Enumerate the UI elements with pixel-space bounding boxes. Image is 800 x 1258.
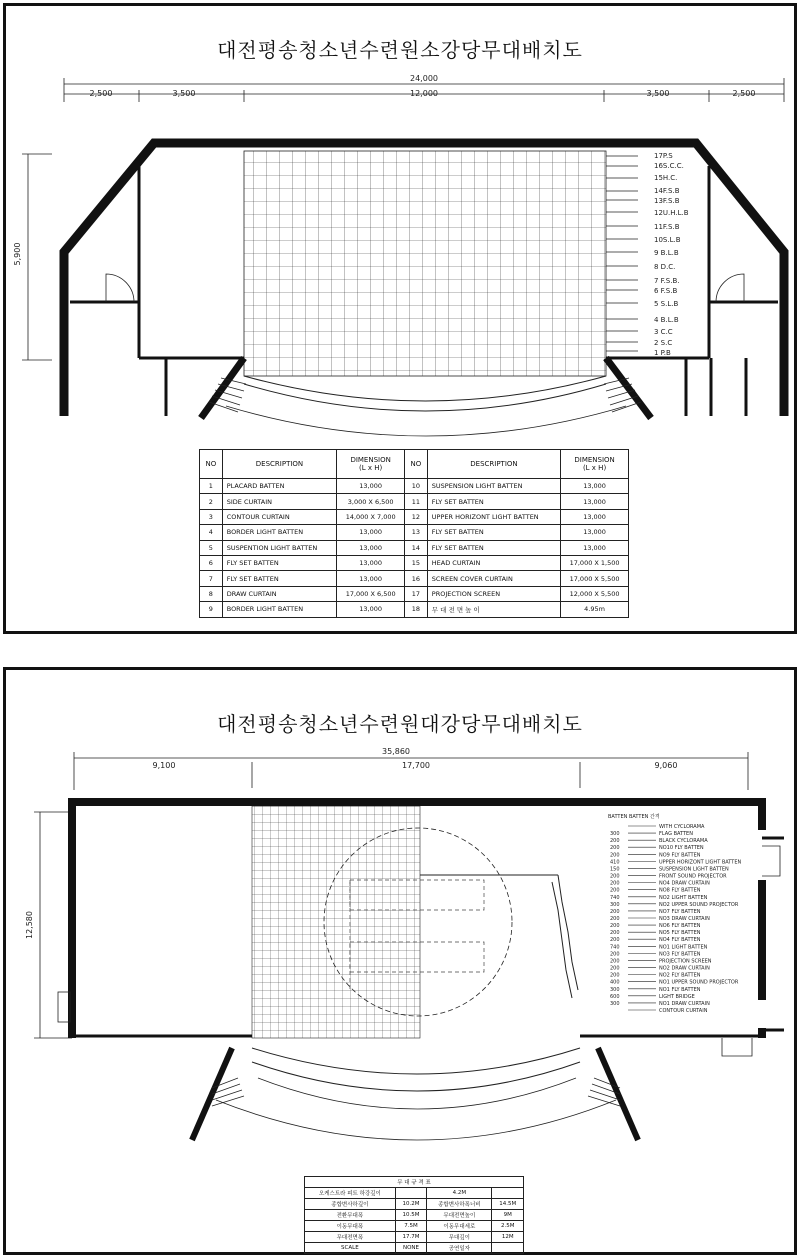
batten-label: 14F.S.B <box>654 187 680 195</box>
batten-name: NO6 FLY BATTEN <box>659 923 701 930</box>
stage-grid <box>252 806 420 1038</box>
batten-name: SUSPENSION LIGHT BATTEN <box>659 866 729 873</box>
dim-center: 12,000 <box>410 89 438 98</box>
batten-gap: 200 <box>610 880 620 887</box>
col-no: NO <box>200 450 223 479</box>
dim-right: 9,060 <box>654 761 678 770</box>
batten-name: WITH CYCLORAMA <box>659 824 705 830</box>
batten-gap: 200 <box>610 873 620 880</box>
drawing-title: 대전평송청소년수련원대강당무대배치도 <box>217 712 583 736</box>
stage-apron <box>226 376 626 436</box>
batten-labels <box>654 152 689 357</box>
col-description: DESCRIPTION <box>222 450 337 479</box>
batten-gap: 300 <box>610 831 620 838</box>
batten-name: NO5 FLY BATTEN <box>659 930 701 937</box>
table-row: 전환무대폭 10.5M 무대전면높이 9M <box>305 1210 524 1221</box>
stage-apron <box>216 1048 616 1140</box>
batten-name: NO1 DRAW CURTAIN <box>659 1000 710 1007</box>
batten-name: NO4 FLY BATTEN <box>659 937 701 944</box>
dim-center: 17,700 <box>402 761 430 770</box>
table-row: 1 PLACARD BATTEN 13,000 10 SUSPENSION LIGHT BATTEN 13,000 <box>200 479 629 494</box>
table-row: 종합변사하깊이 10.2M 종합변사하폭너비 14.5M <box>305 1199 524 1210</box>
dim-left-outer: 2,500 <box>89 89 113 98</box>
batten-label: 1 P.B <box>654 349 671 357</box>
batten-gap: 300 <box>610 1000 620 1007</box>
spec-title: 무 대 규 격 표 <box>305 1177 524 1188</box>
batten-gap: 200 <box>610 852 620 859</box>
stage-spec-table <box>304 1176 524 1254</box>
table-row: SCALE NONE 공연일자 <box>305 1243 524 1254</box>
batten-gap: 200 <box>610 951 620 958</box>
batten-name: NO3 FLY BATTEN <box>659 951 701 958</box>
batten-name: NO2 LIGHT BATTEN <box>659 894 708 901</box>
batten-gap: 740 <box>610 944 620 951</box>
batten-label: 9 B.L.B <box>654 249 679 257</box>
table-row: 무대전면폭 17.7M 무대깊이 12M <box>305 1232 524 1243</box>
batten-name: NO8 FLY BATTEN <box>659 887 701 894</box>
batten-label: 6 F.S.B <box>654 287 678 295</box>
batten-label: 10S.L.B <box>654 236 681 244</box>
side-stairs <box>212 1078 620 1106</box>
stage-grid <box>244 151 606 376</box>
batten-label: 8 D.C. <box>654 263 676 271</box>
batten-gap: 200 <box>610 972 620 979</box>
col-description: DESCRIPTION <box>427 450 560 479</box>
batten-name: BLACK CYCLORAMA <box>659 838 708 845</box>
table-row: 5 SUSPENTION LIGHT BATTEN 13,000 14 FLY SET BATTEN 13,000 <box>200 540 629 555</box>
dim-right-outer: 2,500 <box>732 89 756 98</box>
batten-gap: 200 <box>610 923 620 930</box>
batten-gap: 200 <box>610 845 620 852</box>
batten-label: 2 S.C <box>654 339 673 347</box>
batten-name: NO1 LIGHT BATTEN <box>659 944 708 951</box>
batten-name: NO10 FLY BATTEN <box>659 845 704 852</box>
table-row: 3 CONTOUR CURTAIN 14,000 X 7,000 12 UPPER HORIZONT LIGHT BATTEN 13,000 <box>200 509 629 524</box>
batten-label: 3 C.C <box>654 328 673 336</box>
col-dimension: DIMENSION (L x H) <box>337 450 405 479</box>
small-hall-stage-drawing <box>3 3 797 634</box>
drawing-title: 대전평송청소년수련원소강당무대배치도 <box>217 38 583 62</box>
batten-gap: 410 <box>610 859 620 866</box>
batten-header: BATTEN BATTEN 간격 <box>608 814 660 820</box>
dim-left: 9,100 <box>152 761 176 770</box>
batten-name: UPPER HORIZONT LIGHT BATTEN <box>659 859 742 866</box>
batten-name: NO7 FLY BATTEN <box>659 908 701 915</box>
dim-height: 5,900 <box>13 242 22 266</box>
batten-gap: 200 <box>610 887 620 894</box>
batten-gap: 600 <box>610 993 620 1000</box>
batten-name: NO9 FLY BATTEN <box>659 852 701 859</box>
batten-label: 4 B.L.B <box>654 316 679 324</box>
col-dimension: DIMENSION (L x H) <box>561 450 629 479</box>
main-hall-plan <box>6 670 794 1252</box>
batten-gap: 200 <box>610 930 620 937</box>
batten-label: 13F.S.B <box>654 197 680 205</box>
batten-gap: 200 <box>610 958 620 965</box>
batten-label: 12U.H.L.B <box>654 209 689 217</box>
batten-name: NO2 FLY BATTEN <box>659 972 701 979</box>
table-row: 2 SIDE CURTAIN 3,000 X 6,500 11 FLY SET BATTEN 13,000 <box>200 494 629 509</box>
table-row: 6 FLY SET BATTEN 13,000 15 HEAD CURTAIN 17,000 X 1,500 <box>200 555 629 570</box>
table-row: 9 BORDER LIGHT BATTEN 13,000 18 무 대 전 면 높 이 4.95m <box>200 602 629 617</box>
batten-name: NO2 UPPER SOUND PROJECTOR <box>659 901 739 908</box>
dim-right-inner: 3,500 <box>646 89 670 98</box>
batten-label: 11F.S.B <box>654 223 680 231</box>
batten-label: 16S.C.C. <box>654 162 684 170</box>
batten-gap: 300 <box>610 901 620 908</box>
dim-left-inner: 3,500 <box>172 89 196 98</box>
col-no: NO <box>405 450 428 479</box>
proscenium-walls <box>192 1048 638 1140</box>
batten-name: FRONT SOUND PROJECTOR <box>659 873 727 880</box>
table-row: 4 BORDER LIGHT BATTEN 13,000 13 FLY SET BATTEN 13,000 <box>200 525 629 540</box>
batten-gap: 300 <box>610 986 620 993</box>
batten-name: FLAG BATTEN <box>659 831 693 838</box>
batten-gap: 150 <box>610 866 620 873</box>
dim-total: 24,000 <box>410 74 438 83</box>
batten-ticks <box>606 156 638 351</box>
table-row: 이동무대폭 7.5M 이동무대세로 2.5M <box>305 1221 524 1232</box>
batten-gap: 200 <box>610 937 620 944</box>
batten-name: NO1 UPPER SOUND PROJECTOR <box>659 979 739 986</box>
batten-label: 7 F.S.B. <box>654 277 680 285</box>
batten-label: 17P.S <box>654 152 673 160</box>
batten-gap: 200 <box>610 838 620 845</box>
batten-list <box>610 824 741 1014</box>
batten-gap: 400 <box>610 979 620 986</box>
table-row: 7 FLY SET BATTEN 13,000 16 SCREEN COVER CURTAIN 17,000 X 5,500 <box>200 571 629 586</box>
batten-name: PROJECTION SCREEN <box>659 958 712 965</box>
batten-name: NO3 DRAW CURTAIN <box>659 916 710 922</box>
dim-total: 35,860 <box>382 747 410 756</box>
batten-gap: 740 <box>610 894 620 901</box>
batten-gap: 200 <box>610 965 620 972</box>
batten-label: 5 S.L.B <box>654 300 679 308</box>
table-row: 8 DRAW CURTAIN 17,000 X 6,500 17 PROJECTION SCREEN 12,000 X 5,500 <box>200 586 629 601</box>
batten-gap: 200 <box>610 908 620 915</box>
table-row: 오케스트라 피트 하강깊이 4.2M <box>305 1188 524 1199</box>
batten-name: CONTOUR CURTAIN <box>659 1008 708 1014</box>
batten-gap: 200 <box>610 916 620 922</box>
batten-name: LIGHT BRIDGE <box>659 993 695 1000</box>
main-hall-stage-drawing <box>3 667 797 1255</box>
dim-height: 12,580 <box>25 911 34 939</box>
batten-spec-table <box>199 449 629 618</box>
batten-label: 15H.C. <box>654 174 678 182</box>
projection-screen <box>420 875 578 998</box>
batten-name: NO2 DRAW CURTAIN <box>659 965 710 972</box>
batten-name: NO4 DRAW CURTAIN <box>659 880 710 887</box>
batten-name: NO1 FLY BATTEN <box>659 986 701 993</box>
